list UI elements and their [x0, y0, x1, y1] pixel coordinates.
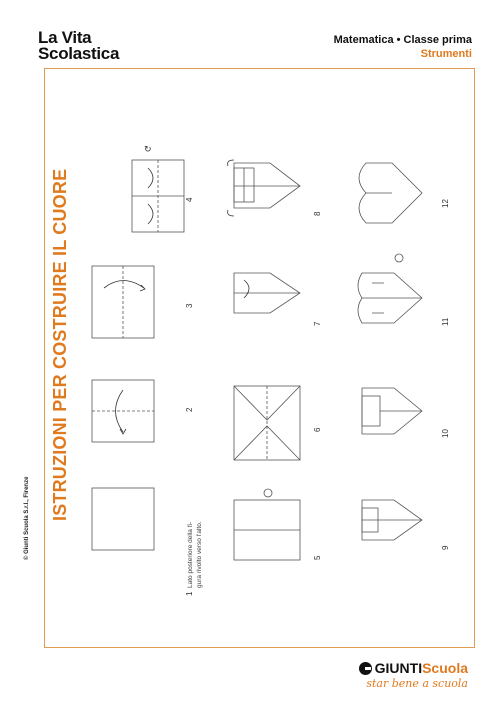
logo-word-scuola: Scuola	[422, 660, 468, 676]
page-title: ISTRUZIONI PER COSTRUIRE IL CUORE	[50, 168, 70, 521]
brand-logo	[38, 30, 119, 62]
brand-line-2: Scolastica	[38, 44, 120, 63]
step-1-figure	[92, 488, 154, 550]
subject-label: Matematica • Classe prima	[333, 34, 472, 46]
step-2-number: 2	[185, 407, 194, 412]
step-4-number: 4	[185, 197, 194, 202]
step-10-number: 10	[441, 429, 450, 438]
origami-diagram	[44, 68, 475, 648]
step-3-number: 3	[185, 303, 194, 308]
step-8-number: 8	[313, 211, 322, 216]
giunti-g-icon	[359, 662, 372, 675]
step-5-number: 5	[313, 555, 322, 560]
step-6-number: 6	[313, 427, 322, 432]
step-7-number: 7	[313, 321, 322, 326]
brand-line-1: La Vita	[38, 28, 92, 47]
step-12-number: 12	[441, 199, 450, 208]
step-1-note-line2: gura rivolto verso l'alto.	[196, 521, 203, 588]
step-1-number: 1	[185, 591, 194, 596]
copyright-note: © Giunti Scuola S.r.l., Firenze	[24, 476, 30, 560]
header-info	[334, 33, 472, 61]
publisher-logo	[359, 660, 468, 690]
section-label: Strumenti	[420, 48, 472, 60]
svg-text:↻: ↻	[144, 145, 152, 155]
step-9-number: 9	[441, 545, 450, 550]
logo-word-giunti: GIUNTI	[374, 660, 423, 676]
step-11-number: 11	[441, 317, 450, 326]
step-1-note-line1: Lato posteriore della fi-	[187, 521, 194, 588]
logo-tagline: star bene a scuola	[366, 677, 468, 690]
